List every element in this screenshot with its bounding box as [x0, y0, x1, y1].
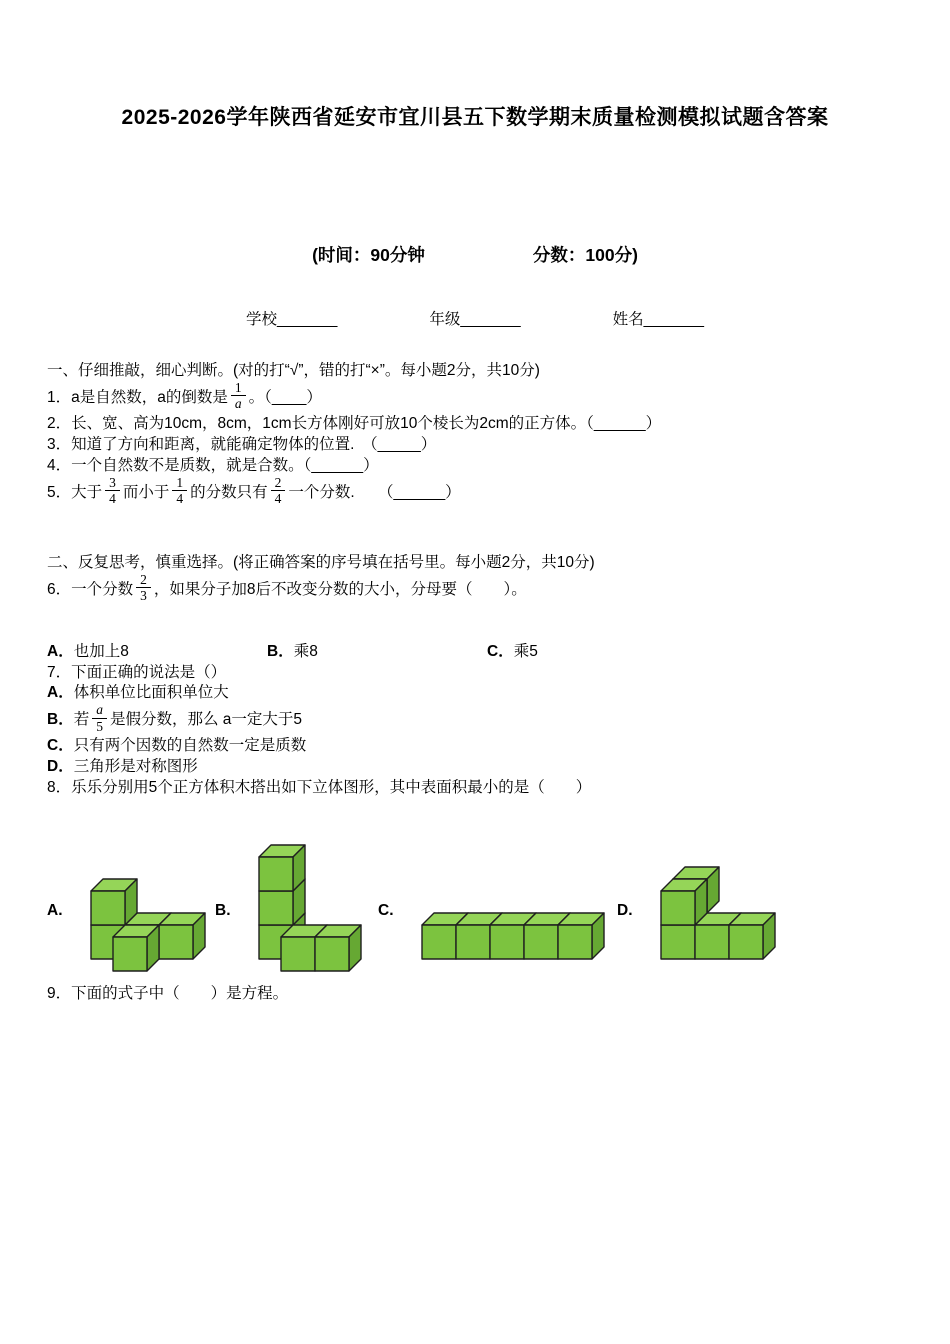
question-3: 3．知道了方向和距离，就能确定物体的位置. （_____）: [47, 435, 437, 453]
question-4: 4．一个自然数不是质数，就是合数。（______）: [47, 456, 379, 474]
grade-blank: 年级_______: [429, 310, 521, 328]
figure-option-a: [47, 839, 215, 984]
figure-c-label: C.: [378, 902, 394, 920]
question-6-text: 6．一个分数: [47, 580, 134, 598]
figure-d-label: D.: [617, 902, 633, 920]
q6-option-b: B．乘8: [267, 642, 318, 660]
question-6-blank: ，如果分子加8后不改变分数的大小，分母要（ ）。: [153, 580, 527, 598]
question-2: 2．长、宽、高为10cm，8cm，1cm长方体刚好可放10个棱长为2cm的正方体。（______）: [47, 414, 662, 432]
question-6-options: [47, 642, 903, 663]
figure-option-b: [215, 839, 378, 984]
fraction-2-over-4: $\frac{2}{4}$: [271, 475, 286, 507]
cube-figure-d: [641, 839, 781, 984]
fraction-2-over-3: $\frac{2}{3}$: [136, 572, 151, 604]
cube-figure-c: [402, 839, 617, 984]
question-5-text: 5．大于: [47, 483, 103, 501]
q7-option-c: C．只有两个因数的自然数一定是质数: [47, 737, 307, 755]
section1-heading: 一、仔细推敲，细心判断。(对的打“√”，错的打“×”。每小题2分，共10分): [47, 361, 540, 379]
exam-meta: [47, 244, 903, 268]
q7-option-b: B．若 $\frac{a}{5}$ 是假分数，那么 a一定大于5: [47, 702, 303, 734]
question-6: [47, 571, 903, 606]
name-blank: 姓名_______: [612, 310, 705, 328]
exam-score: 分数：100分): [532, 245, 638, 266]
question-5-blank: 一个分数. （______）: [288, 483, 461, 501]
section2-heading: 二、反复思考，慎重选择。(将正确答案的序号填在括号里。每小题2分，共10分): [47, 553, 595, 571]
question-5: 5．大于 $\frac{3}{4}$ 而小于 $\frac{1}{4}$ 的分数只有 $\frac{2}{4}$ 一个分数. （______）: [47, 474, 461, 507]
figure-option-d: [617, 839, 781, 984]
page-title: 2025-2026学年陕西省延安市宜川县五下数学期末质量检测模拟试题含答案: [121, 106, 829, 129]
question-8-figures: [47, 839, 903, 984]
question-1-text: 1．a是自然数，a的倒数是: [47, 388, 228, 406]
figure-a-label: A.: [47, 902, 63, 920]
q7-option-d: D．三角形是对称图形: [47, 758, 198, 776]
fraction-1-over-4: $\frac{1}{4}$: [172, 475, 187, 507]
q6-option-c: C．乘5: [487, 642, 538, 660]
question-1: [47, 379, 903, 414]
cube-figure-b: [239, 839, 378, 984]
q6-option-a: A．也加上8: [47, 642, 129, 660]
fraction-3-over-4: $\frac{3}{4}$: [105, 475, 120, 507]
school-blank: 学校_______: [245, 310, 338, 328]
question-9: 9．下面的式子中（ ）是方程。: [47, 985, 289, 1003]
fraction-a-over-5: $\frac{a}{5}$: [92, 702, 107, 734]
question-7: 7．下面正确的说法是（）: [47, 663, 227, 681]
cube-figure-a: [71, 839, 215, 984]
figure-option-c: [378, 839, 617, 984]
question-1-blank: 。（____）: [248, 388, 322, 406]
q7-option-a: A．体积单位比面积单位大: [47, 684, 229, 702]
student-info-line: [47, 310, 903, 331]
fraction-1-over-a: $\frac{1}{a}$: [231, 380, 246, 412]
question-8: 8．乐乐分别用5个正方体积木搭出如下立体图形，其中表面积最小的是（ ）: [47, 779, 592, 797]
figure-b-label: B.: [215, 902, 231, 920]
exam-time: (时间：90分钟: [312, 245, 425, 266]
